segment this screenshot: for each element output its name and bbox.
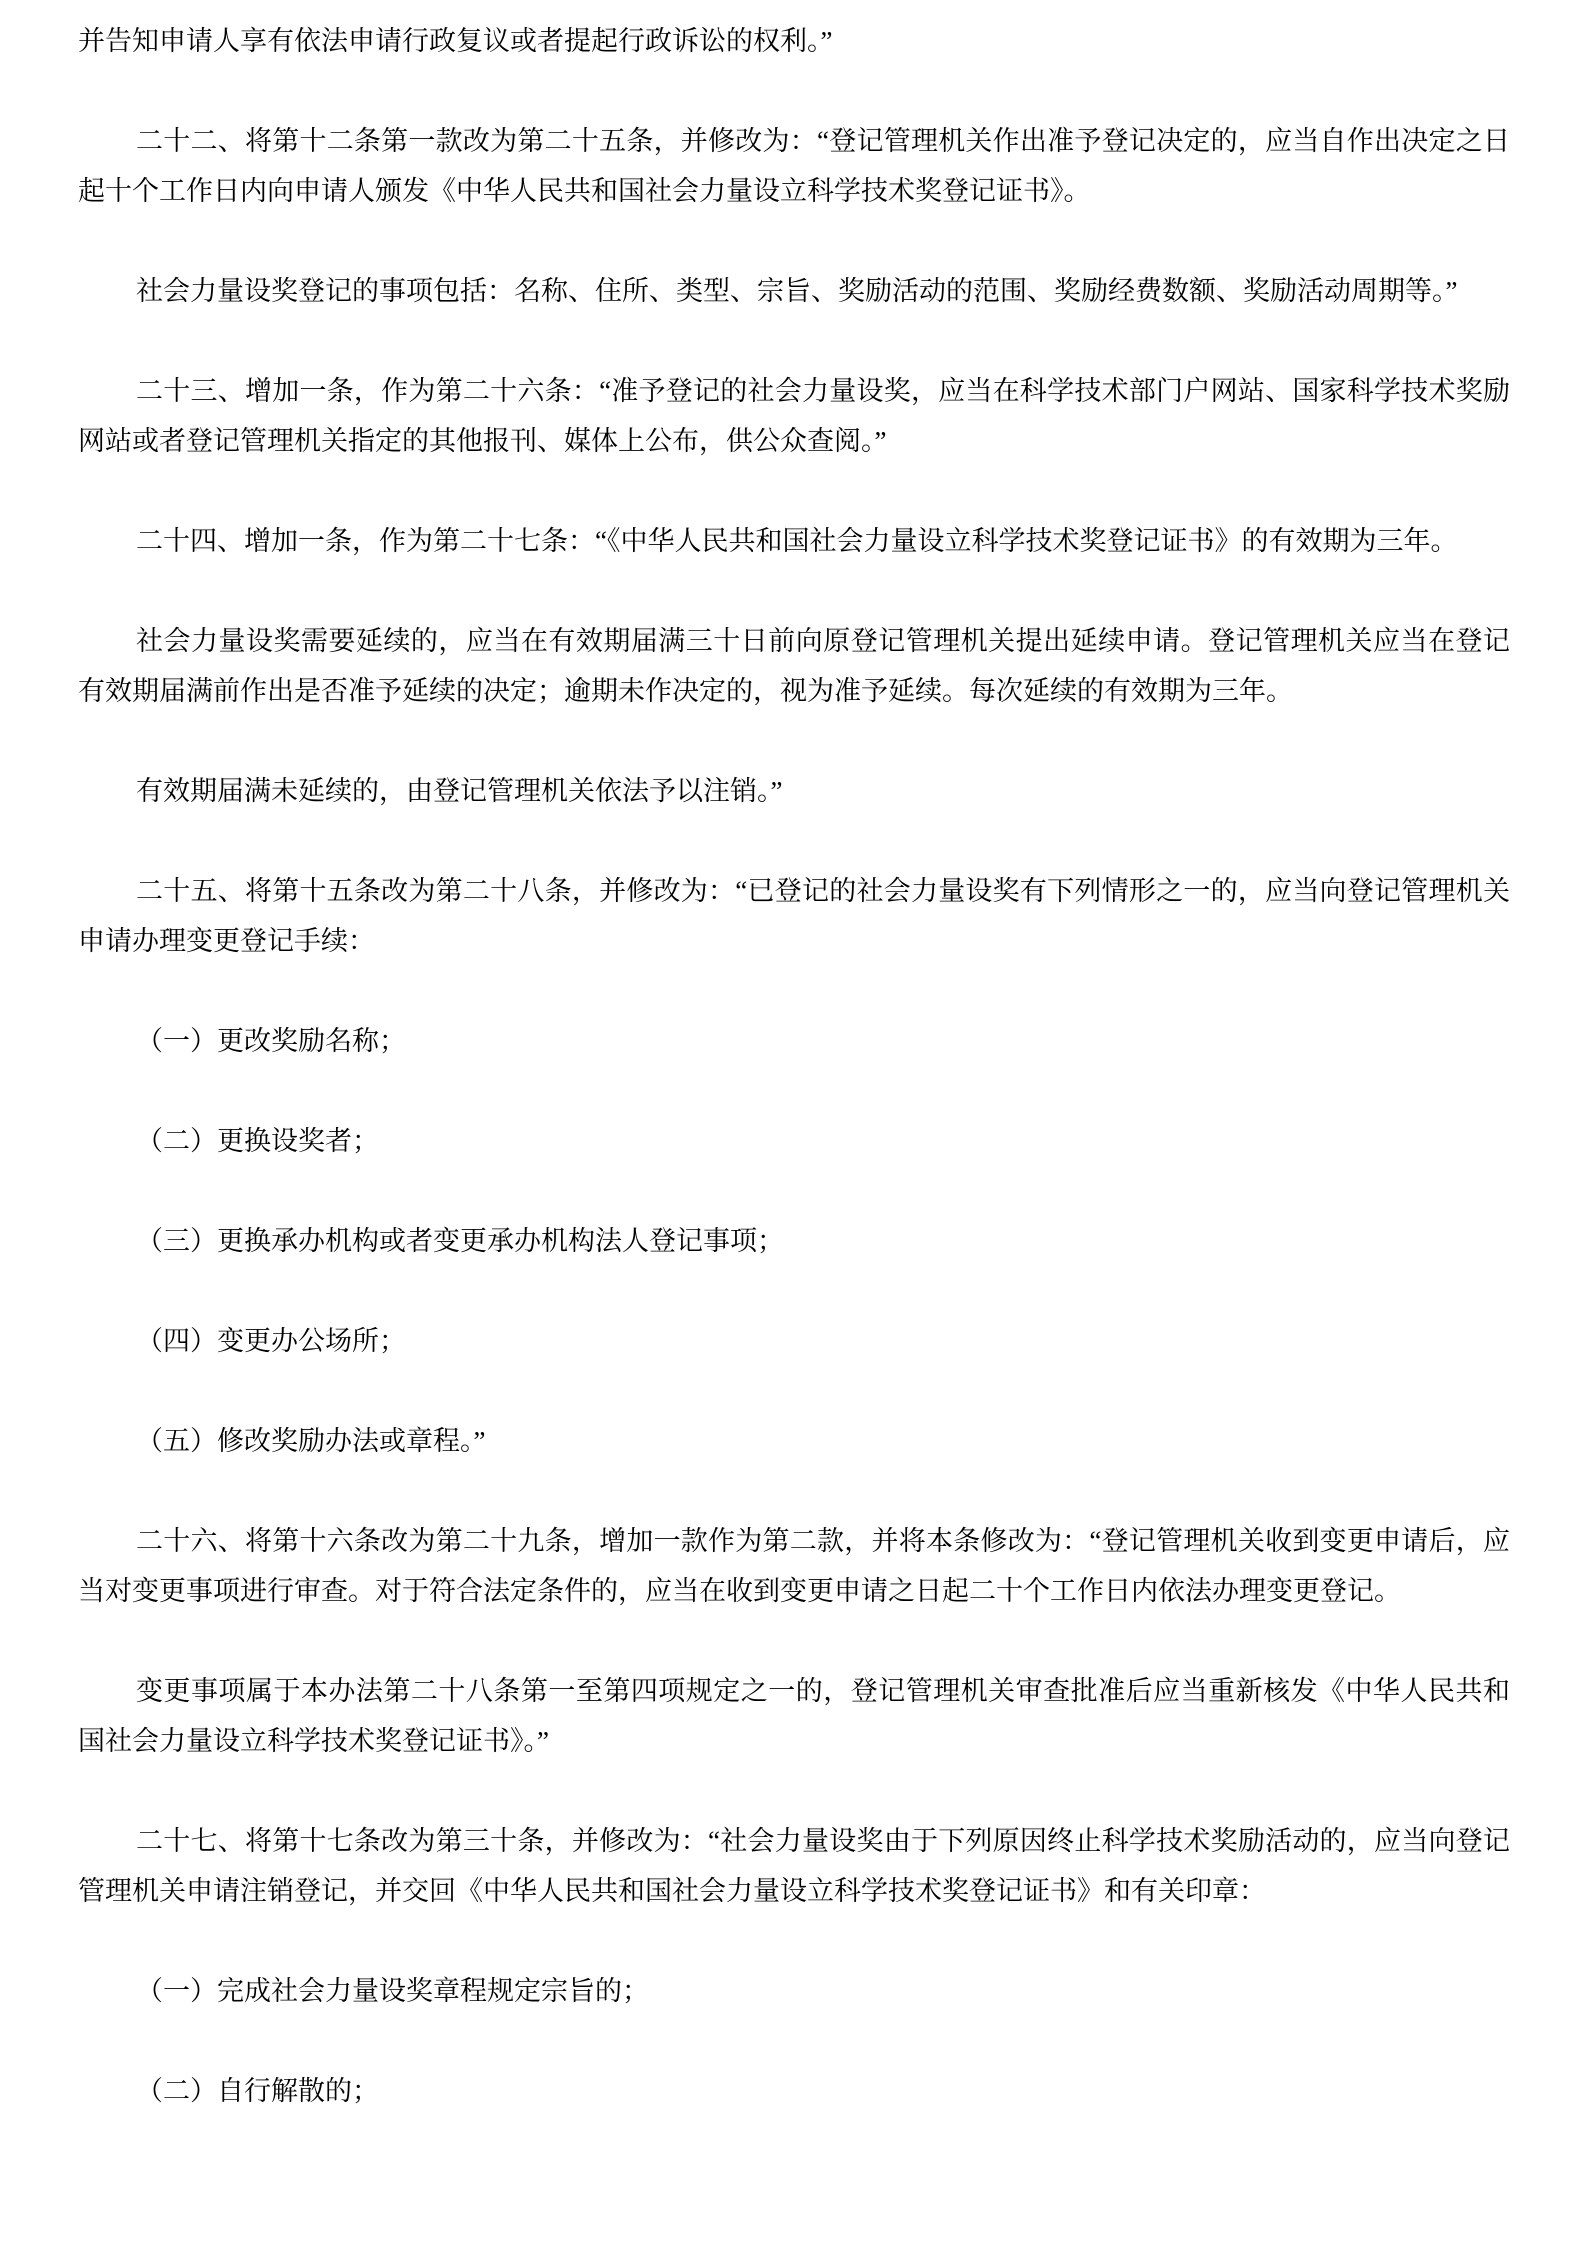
- paragraph: 二十六、将第十六条改为第二十九条，增加一款作为第二款，并将本条修改为：“登记管理机关收到变更申请后，应当对变更事项进行审查。对于符合法定条件的，应当在收到变更申请之日起二十个工作日内依法办理变更登记。: [78, 1526, 1510, 1606]
- document-body: [78, 16, 1510, 2116]
- paragraph: 社会力量设奖登记的事项包括：名称、住所、类型、宗旨、奖励活动的范围、奖励经费数额、奖励活动周期等。”: [136, 276, 1458, 306]
- paragraph: （一）更改奖励名称；: [136, 1026, 406, 1056]
- paragraph: （二）更换设奖者；: [136, 1126, 379, 1156]
- paragraph: 二十五、将第十五条改为第二十八条，并修改为：“已登记的社会力量设奖有下列情形之一的，应当向登记管理机关申请办理变更登记手续：: [78, 876, 1510, 956]
- paragraph: （二）自行解散的；: [136, 2076, 379, 2106]
- paragraph: 有效期届满未延续的，由登记管理机关依法予以注销。”: [136, 776, 783, 806]
- paragraph: 二十三、增加一条，作为第二十六条：“准予登记的社会力量设奖，应当在科学技术部门户网站、国家科学技术奖励网站或者登记管理机关指定的其他报刊、媒体上公布，供公众查阅。”: [78, 376, 1510, 456]
- paragraph: 并告知申请人享有依法申请行政复议或者提起行政诉讼的权利。”: [78, 26, 833, 56]
- paragraph: 社会力量设奖需要延续的，应当在有效期届满三十日前向原登记管理机关提出延续申请。登记管理机关应当在登记有效期届满前作出是否准予延续的决定；逾期未作决定的，视为准予延续。每次延续的有效期为三年。: [78, 626, 1510, 706]
- paragraph: （四）变更办公场所；: [136, 1326, 406, 1356]
- paragraph: 二十四、增加一条，作为第二十七条：“《中华人民共和国社会力量设立科学技术奖登记证书》的有效期为三年。: [136, 526, 1458, 556]
- paragraph: （三）更换承办机构或者变更承办机构法人登记事项；: [136, 1226, 784, 1256]
- paragraph: 二十二、将第十二条第一款改为第二十五条，并修改为：“登记管理机关作出准予登记决定的，应当自作出决定之日起十个工作日内向申请人颁发《中华人民共和国社会力量设立科学技术奖登记证书》。: [78, 126, 1510, 206]
- paragraph: （五）修改奖励办法或章程。”: [136, 1426, 486, 1456]
- paragraph: 二十七、将第十七条改为第三十条，并修改为：“社会力量设奖由于下列原因终止科学技术奖励活动的，应当向登记管理机关申请注销登记，并交回《中华人民共和国社会力量设立科学技术奖登记证书》和有关印章：: [78, 1826, 1510, 1906]
- paragraph: （一）完成社会力量设奖章程规定宗旨的；: [136, 1976, 649, 2006]
- paragraph: 变更事项属于本办法第二十八条第一至第四项规定之一的，登记管理机关审查批准后应当重新核发《中华人民共和国社会力量设立科学技术奖登记证书》。”: [78, 1676, 1510, 1756]
